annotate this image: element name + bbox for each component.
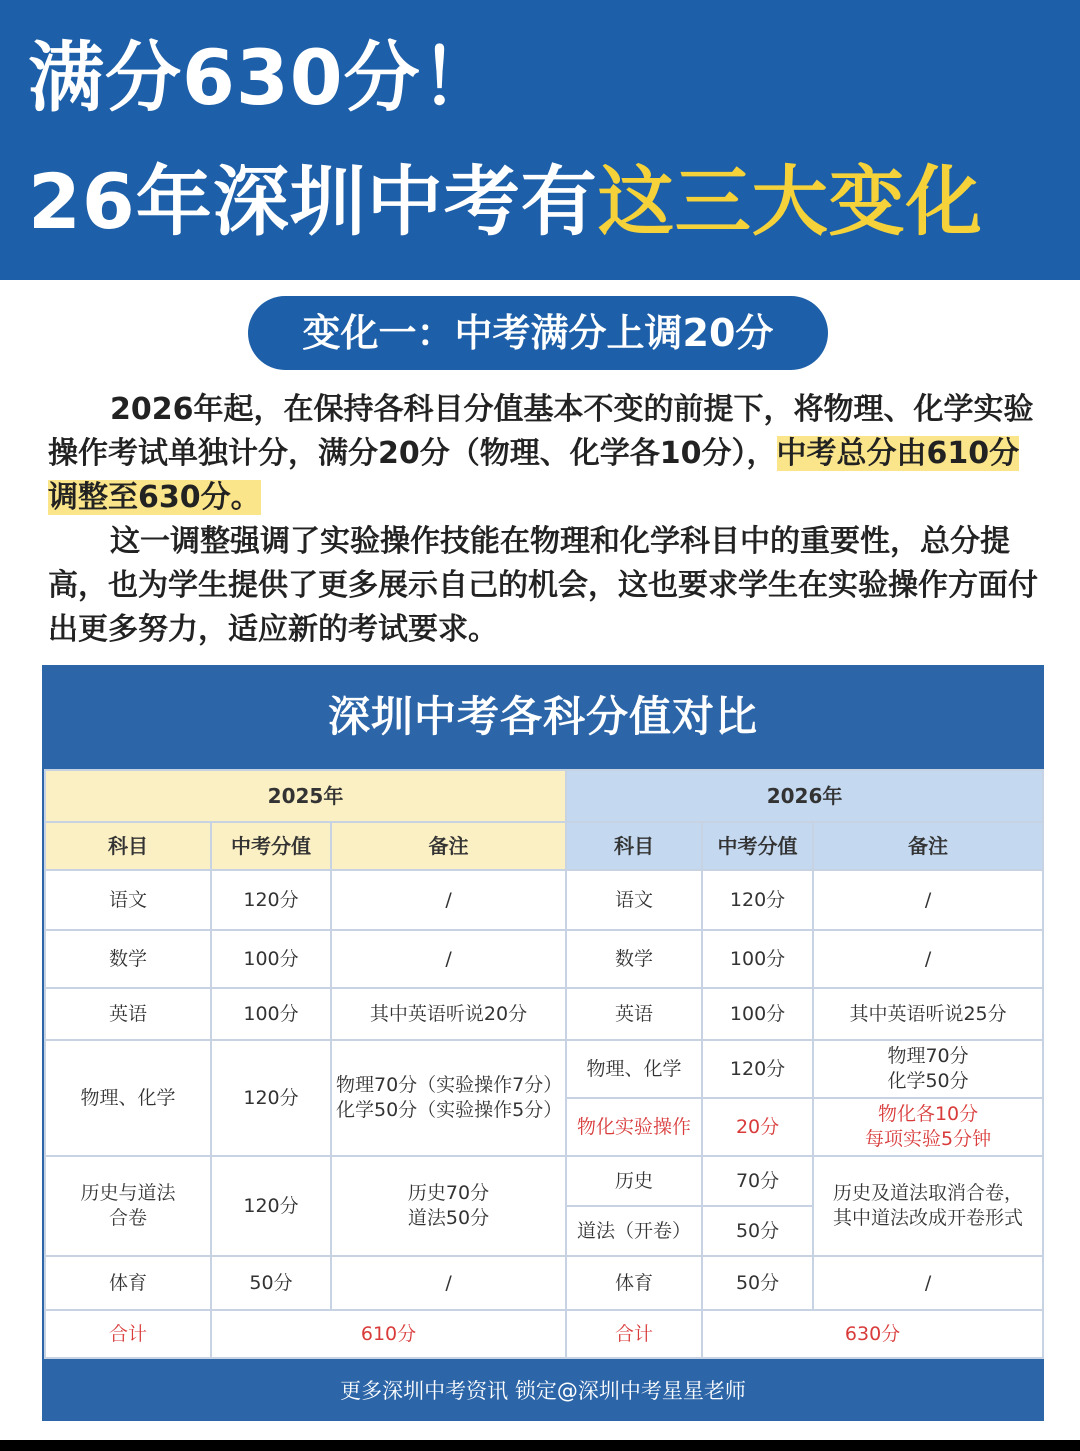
cell-subject: 数学 (45, 930, 211, 988)
bottom-edge (0, 1440, 1080, 1451)
score-comparison-table (44, 769, 1044, 1359)
table-row (45, 1040, 1043, 1098)
cell-note: / (331, 930, 566, 988)
cell-subject: 物理、化学 (45, 1040, 211, 1156)
col-score-2026: 中考分值 (702, 822, 813, 870)
note-line: 物化各10分 (877, 1103, 979, 1125)
cell-note: 其中英语听说25分 (813, 988, 1043, 1040)
score-comparison-card (42, 665, 1044, 1421)
note-line: 化学50分（实验操作5分） (336, 1099, 563, 1121)
table-row (45, 770, 1043, 822)
cell-subject: 语文 (566, 870, 702, 930)
cell-score: 100分 (702, 988, 813, 1040)
note-line: 其中道法改成开卷形式 (833, 1207, 1024, 1229)
cell-lab-score: 20分 (702, 1098, 813, 1156)
cell-lab-note (813, 1098, 1043, 1156)
total-label-2026: 合计 (566, 1310, 702, 1358)
cell-lab-subject: 物化实验操作 (566, 1098, 702, 1156)
note-line: 化学50分 (887, 1070, 969, 1092)
cell-subject: 历史 (566, 1156, 702, 1206)
table-footer: 更多深圳中考资讯 锁定@深圳中考星星老师 (340, 1379, 746, 1403)
paragraph-2 (48, 520, 1038, 652)
table-row (45, 1256, 1043, 1310)
cell-score: 120分 (211, 870, 331, 930)
paragraph-1 (48, 388, 1038, 520)
note-line: 每项实验5分钟 (865, 1128, 992, 1150)
cell-note (331, 1156, 566, 1256)
cell-subject: 数学 (566, 930, 702, 988)
note-line: 物理70分（实验操作7分） (336, 1074, 563, 1096)
note-line: 道法50分 (407, 1207, 490, 1229)
cell-score: 100分 (211, 930, 331, 988)
cell-score: 50分 (702, 1256, 813, 1310)
table-row (45, 870, 1043, 930)
year-2026-header: 2026年 (566, 770, 1043, 822)
cell-subject: 语文 (45, 870, 211, 930)
headline-line1: 满分630分！ (28, 33, 498, 122)
headline-line2 (28, 152, 983, 252)
col-score-2025: 中考分值 (211, 822, 331, 870)
col-note-2025: 备注 (331, 822, 566, 870)
cell-note: / (813, 870, 1043, 930)
cell-subject: 道法（开卷） (566, 1206, 702, 1256)
cell-note: / (813, 930, 1043, 988)
cell-note: / (813, 1256, 1043, 1310)
note-line: 历史及道法取消合卷， (833, 1182, 1024, 1204)
cell-score: 100分 (211, 988, 331, 1040)
cell-score: 70分 (702, 1156, 813, 1206)
note-line: 物理70分 (887, 1045, 969, 1067)
cell-note (813, 1040, 1043, 1098)
cell-note: / (331, 870, 566, 930)
paragraph-2-text: 这一调整强调了实验操作技能在物理和化学科目中的重要性，总分提高，也为学生提供了更多展示自己的机会，这也要求学生在实验操作方面付出更多努力，适应新的考试要求。 (48, 524, 1038, 647)
header-banner (0, 0, 1080, 280)
cell-note: 其中英语听说20分 (331, 988, 566, 1040)
paragraph-1-highlight: 中考总分由610分调整至630分。 (48, 436, 1020, 515)
cell-subject: 体育 (566, 1256, 702, 1310)
headline-prefix: 26年深圳中考有 (28, 157, 598, 246)
col-subject-2026: 科目 (566, 822, 702, 870)
total-label-2025: 合计 (45, 1310, 211, 1358)
table-row (45, 930, 1043, 988)
col-subject-2025: 科目 (45, 822, 211, 870)
cell-note: / (331, 1256, 566, 1310)
subject-line: 历史与道法 (80, 1182, 176, 1204)
section-pill: 变化一：中考满分上调20分 (248, 296, 828, 370)
table-title: 深圳中考各科分值对比 (327, 692, 758, 741)
cell-score: 120分 (211, 1040, 331, 1156)
year-2025-header: 2025年 (45, 770, 566, 822)
headline-highlight: 这三大变化 (597, 157, 983, 246)
col-note-2026: 备注 (813, 822, 1043, 870)
cell-score: 50分 (702, 1206, 813, 1256)
total-value-2025: 610分 (211, 1310, 566, 1358)
cell-score: 120分 (702, 870, 813, 930)
table-row (45, 1156, 1043, 1206)
table-row (45, 1310, 1043, 1358)
table-row (45, 822, 1043, 870)
cell-note (331, 1040, 566, 1156)
cell-subject: 英语 (566, 988, 702, 1040)
cell-score: 120分 (211, 1156, 331, 1256)
cell-subject: 英语 (45, 988, 211, 1040)
subject-line: 合卷 (108, 1207, 147, 1229)
note-line: 历史70分 (407, 1182, 490, 1204)
cell-subject: 体育 (45, 1256, 211, 1310)
cell-subject (45, 1156, 211, 1256)
table-row (45, 988, 1043, 1040)
cell-score: 120分 (702, 1040, 813, 1098)
cell-note (813, 1156, 1043, 1256)
cell-subject: 物理、化学 (566, 1040, 702, 1098)
total-value-2026: 630分 (702, 1310, 1043, 1358)
paragraph-1-text: 2026年起，在保持各科目分值基本不变的前提下，将物理、化学实验操作考试单独计分，满分20分（物理、化学各10分）， (48, 392, 1034, 471)
cell-score: 100分 (702, 930, 813, 988)
cell-score: 50分 (211, 1256, 331, 1310)
